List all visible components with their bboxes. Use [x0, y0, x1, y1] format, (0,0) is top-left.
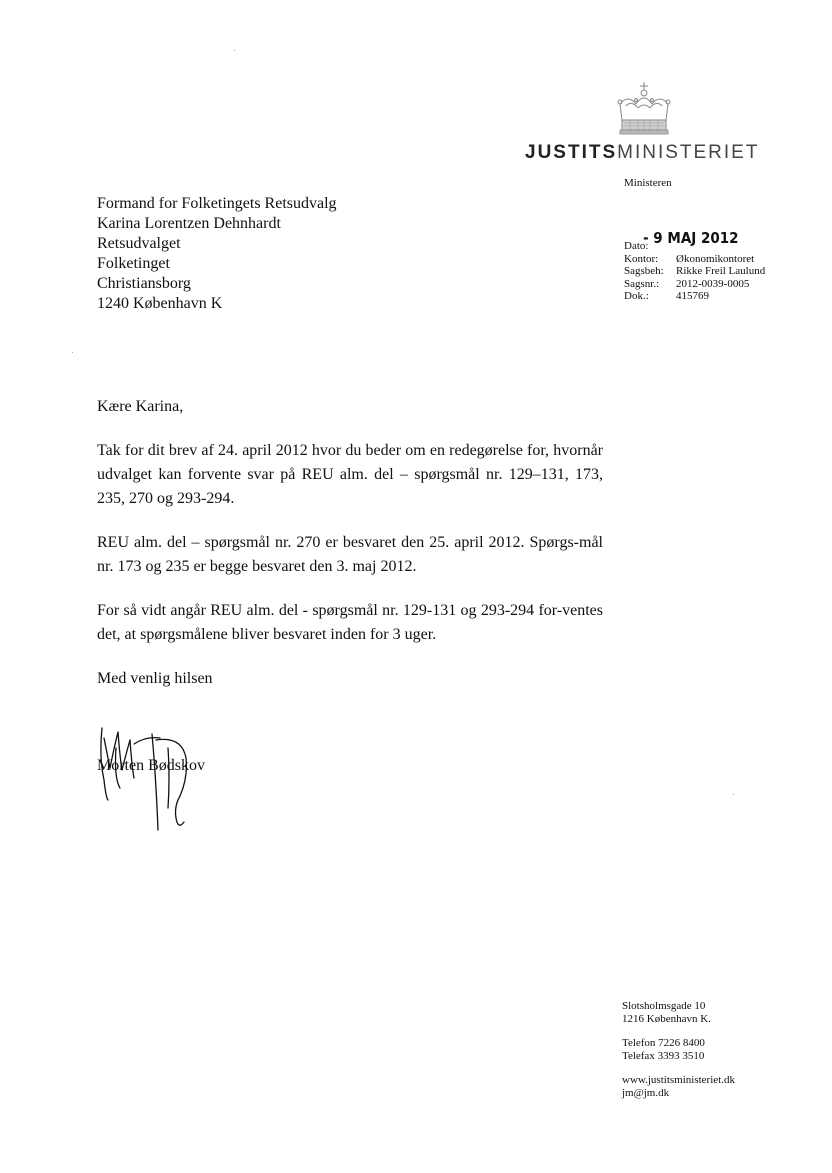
footer-line: Telefon 7226 8400: [622, 1037, 705, 1049]
footer-line: Slotsholmsgade 10: [622, 1000, 706, 1012]
paragraph: For så vidt angår REU alm. del - spørgsmål nr. 129-131 og 293-294 for-ventes det, at spørgsmålene bliver besvaret inden for 3 uger.: [97, 602, 603, 643]
meta-row: [624, 278, 765, 291]
meta-label: Kontor:: [624, 252, 659, 265]
paragraph: REU alm. del – spørgsmål nr. 270 er besvaret den 25. april 2012. Spørgs-mål nr. 173 og 235 er begge besvaret den 3. maj 2012.: [97, 534, 603, 575]
meta-value: 415769: [676, 290, 709, 302]
meta-value: 2012-0039-0005: [676, 277, 750, 290]
footer-line: jm@jm.dk: [622, 1086, 670, 1099]
meta-label: Sagsbeh:: [624, 265, 664, 277]
footer-line: Telefax 3393 3510: [622, 1049, 705, 1062]
scan-speck: [234, 50, 235, 51]
handwritten-signature: [90, 718, 200, 833]
meta-row: [624, 265, 765, 278]
signatory-name: Morten Bødskov: [97, 757, 205, 774]
letter-body: [97, 395, 603, 711]
crown-logo-icon: [612, 80, 676, 138]
closing: Med venlig hilsen: [97, 670, 213, 687]
meta-label: Dok.:: [624, 290, 649, 302]
scan-speck: [733, 794, 734, 795]
salutation: Kære Karina,: [97, 398, 184, 415]
recipient-address: [97, 194, 337, 314]
meta-value: [676, 240, 765, 253]
meta-label: Dato:: [624, 240, 649, 252]
meta-row: [624, 240, 765, 253]
address-line: 1240 København K: [97, 295, 223, 312]
address-line: Folketinget: [97, 255, 170, 272]
footer-line: 1216 København K.: [622, 1012, 711, 1025]
meta-row: [624, 290, 765, 303]
address-line: Retsudvalget: [97, 235, 181, 252]
address-line: Formand for Folketingets Retsudvalg: [97, 195, 337, 212]
scan-speck: [72, 352, 73, 353]
address-line: Karina Lorentzen Dehnhardt: [97, 215, 281, 232]
meta-value: Rikke Freil Laulund: [676, 265, 766, 277]
meta-value: Økonomikontoret: [676, 252, 755, 265]
footer-web: [622, 1074, 735, 1099]
paragraph: Tak for dit brev af 24. april 2012 hvor du beder om en redegørelse for, hvornår udvalget kan forvente svar på REU alm. del – spørgsmål nr. 129–131, 173, 235, 270 og 293-294.: [97, 442, 603, 507]
case-metadata: [624, 240, 765, 303]
date-stamp: - 9 MAJ 2012: [643, 229, 739, 247]
footer-address: [622, 1000, 735, 1025]
ministry-name-bold: JUSTITS: [525, 142, 618, 163]
meta-label: Sagsnr.:: [624, 277, 660, 290]
ministry-name-light: MINISTERIET: [617, 142, 760, 163]
footer-contact: [622, 1000, 735, 1111]
footer-line: www.justitsministeriet.dk: [622, 1074, 735, 1086]
address-line: Christiansborg: [97, 275, 191, 292]
meta-row: [624, 253, 765, 266]
ministry-name: [525, 142, 759, 164]
office-label: Ministeren: [624, 177, 672, 189]
footer-phone: [622, 1037, 735, 1062]
